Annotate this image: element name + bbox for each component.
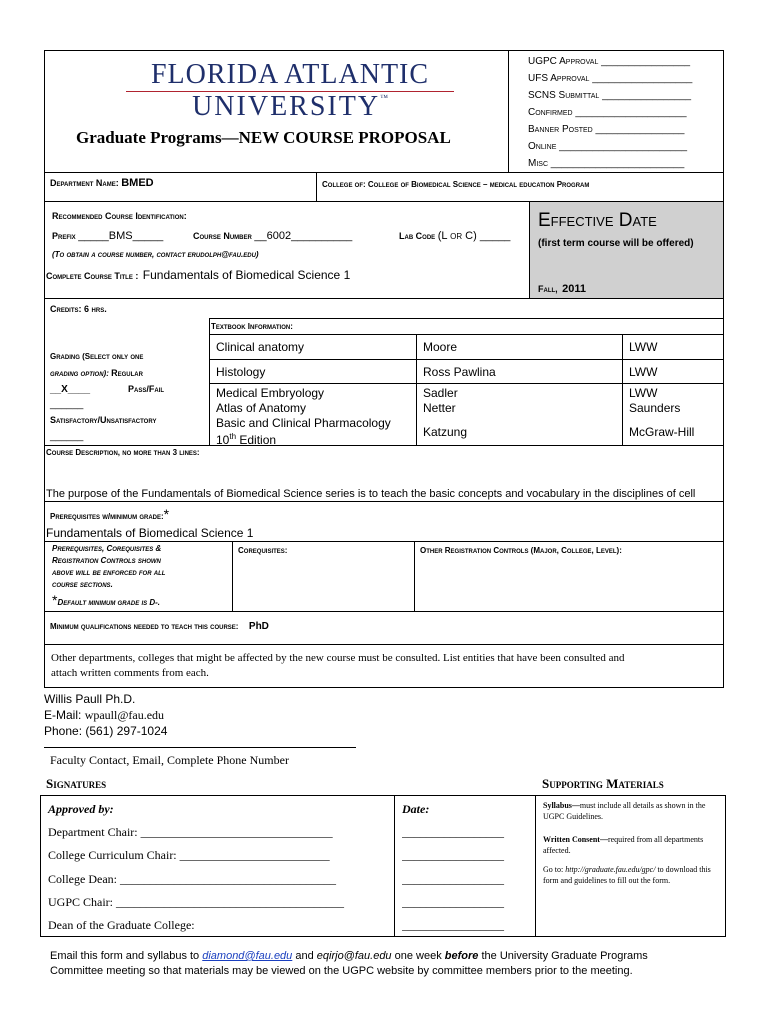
default-grade-text: Default minimum grade is D-.	[57, 598, 161, 607]
textbook-publisher: LWW	[629, 386, 658, 400]
credits-field[interactable]	[50, 304, 107, 315]
department-value: BMED	[121, 177, 154, 189]
footer-email2[interactable]: eqirjo@fau.edu	[316, 950, 392, 962]
qualifications-value: PhD	[248, 621, 269, 632]
course-number-label: Course Number	[193, 231, 252, 241]
dept-divider	[316, 172, 317, 202]
prereq-note-line1: Prerequisites, Corequisites &	[52, 544, 162, 553]
textbook-title: Medical Embryology	[216, 386, 325, 400]
logo-line2: UNIVERSITY	[192, 91, 381, 122]
signature-line[interactable]: College Dean: ____________________________________	[48, 872, 336, 886]
signature-line[interactable]: Dean of the Graduate College:	[48, 918, 195, 932]
approval-ugpc: UGPC Approval ________________	[528, 56, 691, 67]
textbook-publisher: LWW	[629, 365, 658, 379]
contact-email[interactable]	[44, 708, 164, 722]
supporting-goto	[543, 864, 721, 886]
effective-term-label: Fall,	[538, 284, 558, 294]
textbook-publisher: LWW	[629, 340, 658, 354]
course-number-note: (To obtain a course number, contact erudolph@fau.edu)	[52, 250, 259, 259]
signature-date[interactable]: _________________	[402, 918, 504, 932]
grading-satunsat-label: Satisfactory/Unsatisfactory	[50, 415, 157, 425]
college-value: College of Biomedical Science – medical education Program	[367, 180, 590, 189]
footer-week: one week	[394, 950, 442, 962]
college-label: College of:	[322, 180, 366, 189]
textbook-row-rule-2	[209, 383, 724, 384]
footer-text	[50, 950, 730, 978]
textbook-heading: Textbook Information:	[211, 322, 293, 331]
signatures-divider-2	[535, 795, 536, 937]
date-label: Date:	[402, 802, 430, 816]
contact-email-value: wpaull@fau.edu	[84, 708, 165, 722]
contact-rule	[44, 747, 356, 748]
corequisites-label[interactable]: Corequisites:	[238, 546, 288, 555]
signature-line[interactable]: Department Chair: ________________________________	[48, 825, 333, 839]
textbook-title-multiline	[216, 416, 391, 447]
textbook-author: Moore	[423, 340, 458, 354]
textbook-publisher: McGraw-Hill	[629, 425, 695, 439]
prefix-value: _____BMS_____	[78, 230, 164, 242]
textbook-table-top	[209, 334, 724, 335]
default-grade-star: *	[52, 592, 58, 608]
footer-before: before	[444, 950, 479, 962]
grading-label-line2: grading option):	[50, 369, 109, 378]
grading-label-line1: Grading (Select only one	[50, 352, 144, 361]
grading-regular-mark[interactable]: __X____	[50, 384, 91, 395]
textbook-author: Sadler	[423, 386, 458, 400]
goto-text: to download this form and guidelines to fill out the form.	[543, 865, 711, 885]
signature-line[interactable]: College Curriculum Chair: _________________________	[48, 848, 330, 862]
signature-date[interactable]: _________________	[402, 872, 504, 886]
lab-code-label: Lab Code	[399, 231, 436, 241]
prereq-divider-1	[232, 541, 233, 612]
lab-code-field[interactable]	[399, 231, 510, 242]
prereq-note-line2: Registration Controls shown	[52, 556, 161, 565]
textbook-title: Clinical anatomy	[216, 340, 305, 354]
college-field[interactable]	[322, 180, 589, 190]
other-controls-label[interactable]: Other Registration Controls (Major, College, Level):	[420, 546, 622, 555]
effective-date-note: (first term course will be offered)	[538, 238, 694, 249]
effective-term-field[interactable]	[538, 279, 586, 297]
prefix-field[interactable]	[52, 231, 163, 242]
consent-text: required from all departments affected.	[543, 835, 704, 855]
description-label: Course Description, no more than 3 lines:	[46, 448, 200, 457]
textbook-author: Netter	[423, 401, 456, 415]
prerequisites-label: Prerequisites w/minimum grade:	[50, 512, 164, 521]
consult-text-line2: attach written comments from each.	[51, 667, 209, 679]
grading-passfail-blank[interactable]: ______	[50, 399, 84, 410]
prerequisites-value[interactable]: Fundamentals of Biomedical Science 1	[46, 526, 254, 540]
logo-tm: ™	[380, 93, 388, 102]
signatures-divider-1	[394, 795, 395, 937]
approval-scns: SCNS Submittal ________________	[528, 90, 692, 101]
effective-term-year: 2011	[562, 283, 586, 295]
credits-value: 6 hrs.	[84, 304, 107, 314]
department-field[interactable]	[50, 178, 154, 189]
textbook-heading-rule	[209, 318, 724, 319]
goto-link[interactable]: http://graduate.fau.edu/gpc/	[565, 865, 656, 874]
fau-logo	[120, 60, 460, 122]
textbook-row	[216, 340, 304, 354]
contact-name[interactable]: Willis Paull Ph.D.	[44, 692, 136, 706]
effective-date-heading: Effective Date	[538, 210, 657, 231]
course-number-field[interactable]	[193, 231, 352, 242]
textbook-row-rule-1	[209, 359, 724, 360]
textbook-author: Katzung	[423, 425, 468, 439]
credits-label: Credits:	[50, 304, 82, 314]
textbook-title: Histology	[216, 365, 266, 379]
approval-confirmed: Confirmed ____________________	[528, 107, 687, 118]
lab-code-value: (L or C) _____	[437, 230, 511, 242]
course-title-field[interactable]	[46, 266, 350, 284]
prerequisites-field	[50, 506, 169, 524]
approved-by-label: Approved by:	[48, 802, 114, 816]
grading-option-row	[50, 368, 143, 379]
qualifications-field[interactable]	[50, 616, 269, 634]
approval-list	[528, 56, 723, 175]
footer-email-link[interactable]: diamond@fau.edu	[202, 950, 293, 962]
contact-phone[interactable]: Phone: (561) 297-1024	[44, 724, 168, 738]
default-grade-note	[52, 592, 160, 610]
supporting-syllabus	[543, 800, 721, 822]
prereq-note-line3: above will be enforced for all	[52, 568, 166, 577]
course-id-heading: Recommended Course Identification:	[52, 211, 187, 221]
consent-label: Written Consent—	[543, 835, 608, 844]
consult-text	[51, 651, 624, 681]
textbook-title: Atlas of Anatomy	[216, 401, 307, 415]
syllabus-label: Syllabus—	[543, 801, 580, 810]
consult-text-line1: Other departments, colleges that might be affected by the new course must be consulted. List entities that have been consulted and	[51, 652, 625, 664]
textbook-col-divider-1	[416, 334, 417, 446]
course-number-value: __6002__________	[254, 230, 353, 242]
footer-and: and	[295, 950, 314, 962]
signature-line[interactable]: UGPC Chair: ______________________________________	[48, 895, 345, 909]
textbook-publisher: Saunders	[629, 401, 681, 415]
course-title-value: Fundamentals of Biomedical Science 1	[142, 268, 351, 282]
textbook-edition-number: 10	[216, 433, 230, 447]
grading-label	[50, 352, 143, 362]
textbook-edition-word: Edition	[236, 433, 277, 447]
syllabus-text: must include all details as shown in the UGPC Guidelines.	[543, 801, 706, 821]
signature-date[interactable]: _________________	[402, 895, 504, 909]
prereq-note-line4: course sections.	[52, 580, 113, 589]
grading-passfail-label: Pass/Fail	[128, 384, 165, 394]
prerequisites-star: *	[163, 506, 170, 522]
logo-line1: FLORIDA ATLANTIC	[150, 59, 430, 90]
approval-misc: Misc ________________________	[528, 158, 685, 169]
supporting-heading: Supporting Materials	[542, 776, 664, 791]
grading-divider	[209, 318, 210, 446]
contact-caption: Faculty Contact, Email, Complete Phone Number	[50, 753, 289, 767]
description-text[interactable]: The purpose of the Fundamentals of Biomedical Science series is to teach the basic concepts and vocabulary in the disciplines of cell	[46, 488, 696, 500]
approval-ufs: UFS Approval __________________	[528, 73, 693, 84]
prefix-label: Prefix	[52, 231, 76, 241]
grading-satunsat-blank[interactable]: ______	[50, 431, 84, 442]
approval-online: Online _______________________	[528, 141, 688, 152]
department-label: Department Name:	[50, 178, 119, 188]
footer-line2: Committee meeting so that materials may be viewed on the UGPC website by committee members prior to the meeting.	[50, 965, 633, 977]
grading-regular-label: Regular	[111, 368, 143, 378]
textbook-edition-suffix: th	[229, 432, 237, 441]
signatures-heading: Signatures	[46, 776, 107, 791]
prereq-note	[52, 544, 165, 592]
approval-banner: Banner Posted ________________	[528, 124, 685, 135]
course-title-label: Complete Course Title :	[46, 271, 139, 281]
footer-line1	[50, 950, 730, 963]
prereq-rule	[44, 541, 724, 542]
contact-email-label: E-Mail:	[44, 708, 82, 722]
textbook-author: Ross Pawlina	[423, 365, 496, 379]
footer-post: the University Graduate Programs	[481, 950, 648, 962]
goto-label: Go to:	[543, 865, 564, 874]
footer-pre: Email this form and syllabus to	[50, 950, 200, 962]
qualifications-label: Minimum qualifications needed to teach this course:	[50, 622, 239, 631]
form-title: Graduate Programs—NEW COURSE PROPOSAL	[76, 128, 451, 147]
textbook-title: Basic and Clinical Pharmacology	[216, 416, 391, 430]
header-divider	[508, 50, 509, 173]
textbook-col-divider-2	[622, 334, 623, 446]
signature-date[interactable]: _________________	[402, 848, 504, 862]
signature-date[interactable]: _________________	[402, 825, 504, 839]
supporting-consent	[543, 834, 721, 856]
prereq-divider-2	[414, 541, 415, 612]
